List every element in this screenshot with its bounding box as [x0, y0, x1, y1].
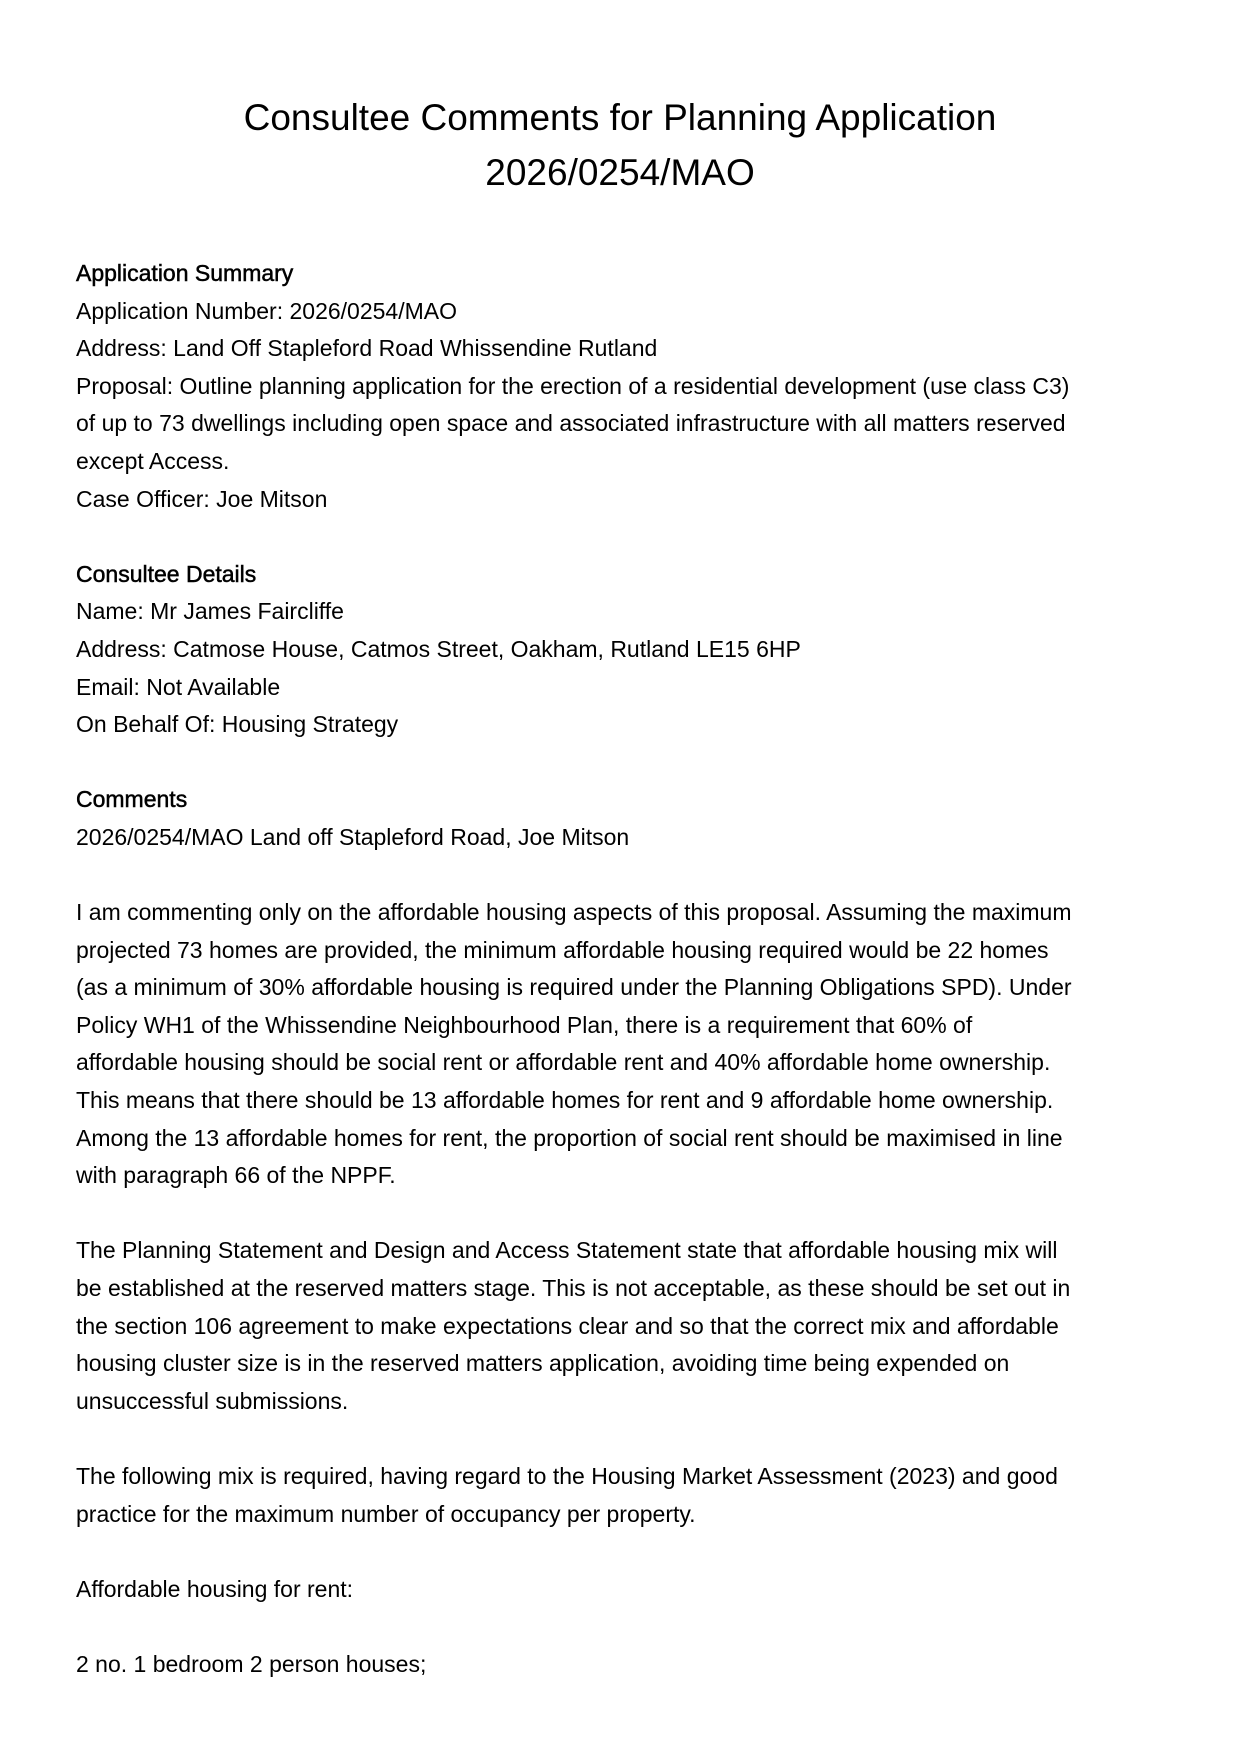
spacer: [76, 744, 1176, 782]
paragraph-line: with paragraph 66 of the NPPF.: [76, 1162, 396, 1189]
paragraph-line: Policy WH1 of the Whissendine Neighbourhood Plan, there is a requirement that 60% of: [76, 1011, 973, 1038]
paragraph-line: (as a minimum of 30% affordable housing is required under the Planning Obligations SPD). Under: [76, 974, 1072, 1001]
paragraph-line: The Planning Statement and Design and Access Statement state that affordable housing mix will: [76, 1237, 1058, 1264]
paragraph-line: I am commenting only on the affordable housing aspects of this proposal. Assuming the maximum: [76, 899, 1072, 926]
consultee-on-behalf-of: On Behalf Of: Housing Strategy: [76, 711, 399, 738]
comments-paragraph-3: [76, 1458, 1176, 1533]
consultee-details-section: [76, 556, 1176, 744]
paragraph-line: the section 106 agreement to make expectations clear and so that the correct mix and affordable: [76, 1312, 1059, 1339]
consultee-address: Address: Catmose House, Catmos Street, Oakham, Rutland LE15 6HP: [76, 635, 801, 662]
comments-paragraph-1: [76, 894, 1176, 1195]
page-title-line-1: Consultee Comments for Planning Application: [243, 97, 997, 138]
consultee-email: Email: Not Available: [76, 673, 281, 700]
spacer: [76, 1420, 1176, 1458]
paragraph-line: The following mix is required, having regard to the Housing Market Assessment (2023) and good: [76, 1463, 1058, 1489]
comments-paragraph-2: [76, 1232, 1176, 1420]
spacer: [76, 857, 1176, 895]
comments-section: [76, 781, 1176, 1683]
application-address: Address: Land Off Stapleford Road Whissendine Rutland: [76, 335, 658, 362]
paragraph-line: This means that there should be 13 affordable homes for rent and 9 affordable home ownership.: [76, 1087, 1054, 1114]
proposal-line: except Access.: [76, 447, 230, 474]
paragraph-line: Among the 13 affordable homes for rent, the proportion of social rent should be maximised in line: [76, 1124, 1063, 1151]
application-summary-section: [76, 255, 1176, 518]
paragraph-line: unsuccessful submissions.: [76, 1387, 349, 1414]
rent-item: 2 no. 1 bedroom 2 person houses;: [76, 1650, 427, 1677]
paragraph-line: practice for the maximum number of occupancy per property.: [76, 1500, 696, 1527]
application-summary-heading: Application Summary: [76, 260, 294, 286]
paragraph-line: affordable housing should be social rent or affordable rent and 40% affordable home ownership.: [76, 1049, 1051, 1076]
comments-heading: Comments: [76, 786, 188, 813]
proposal-line: of up to 73 dwellings including open space and associated infrastructure with all matters reserved: [76, 410, 1066, 437]
spacer: [76, 1195, 1176, 1233]
spacer: [76, 1608, 1176, 1646]
paragraph-line: be established at the reserved matters stage. This is not acceptable, as these should be set out in: [76, 1275, 1071, 1302]
rent-heading: Affordable housing for rent:: [76, 1575, 354, 1602]
comments-reference: 2026/0254/MAO Land off Stapleford Road, Joe Mitson: [76, 823, 630, 850]
consultee-details-heading: Consultee Details: [76, 560, 257, 587]
spacer: [76, 1533, 1176, 1571]
paragraph-line: projected 73 homes are provided, the minimum affordable housing required would be 22 homes: [76, 936, 1049, 963]
page-title-line-2: 2026/0254/MAO: [485, 152, 755, 193]
consultee-name: Name: Mr James Faircliffe: [76, 598, 344, 625]
paragraph-line: housing cluster size is in the reserved matters application, avoiding time being expended on: [76, 1350, 1010, 1377]
proposal-line: Proposal: Outline planning application for the erection of a residential development (use class C3): [76, 372, 1070, 399]
case-officer: Case Officer: Joe Mitson: [76, 485, 328, 512]
document-body: [76, 255, 1176, 1684]
application-number: Application Number: 2026/0254/MAO: [76, 297, 457, 324]
page-title: [0, 90, 1240, 200]
spacer: [76, 518, 1176, 556]
